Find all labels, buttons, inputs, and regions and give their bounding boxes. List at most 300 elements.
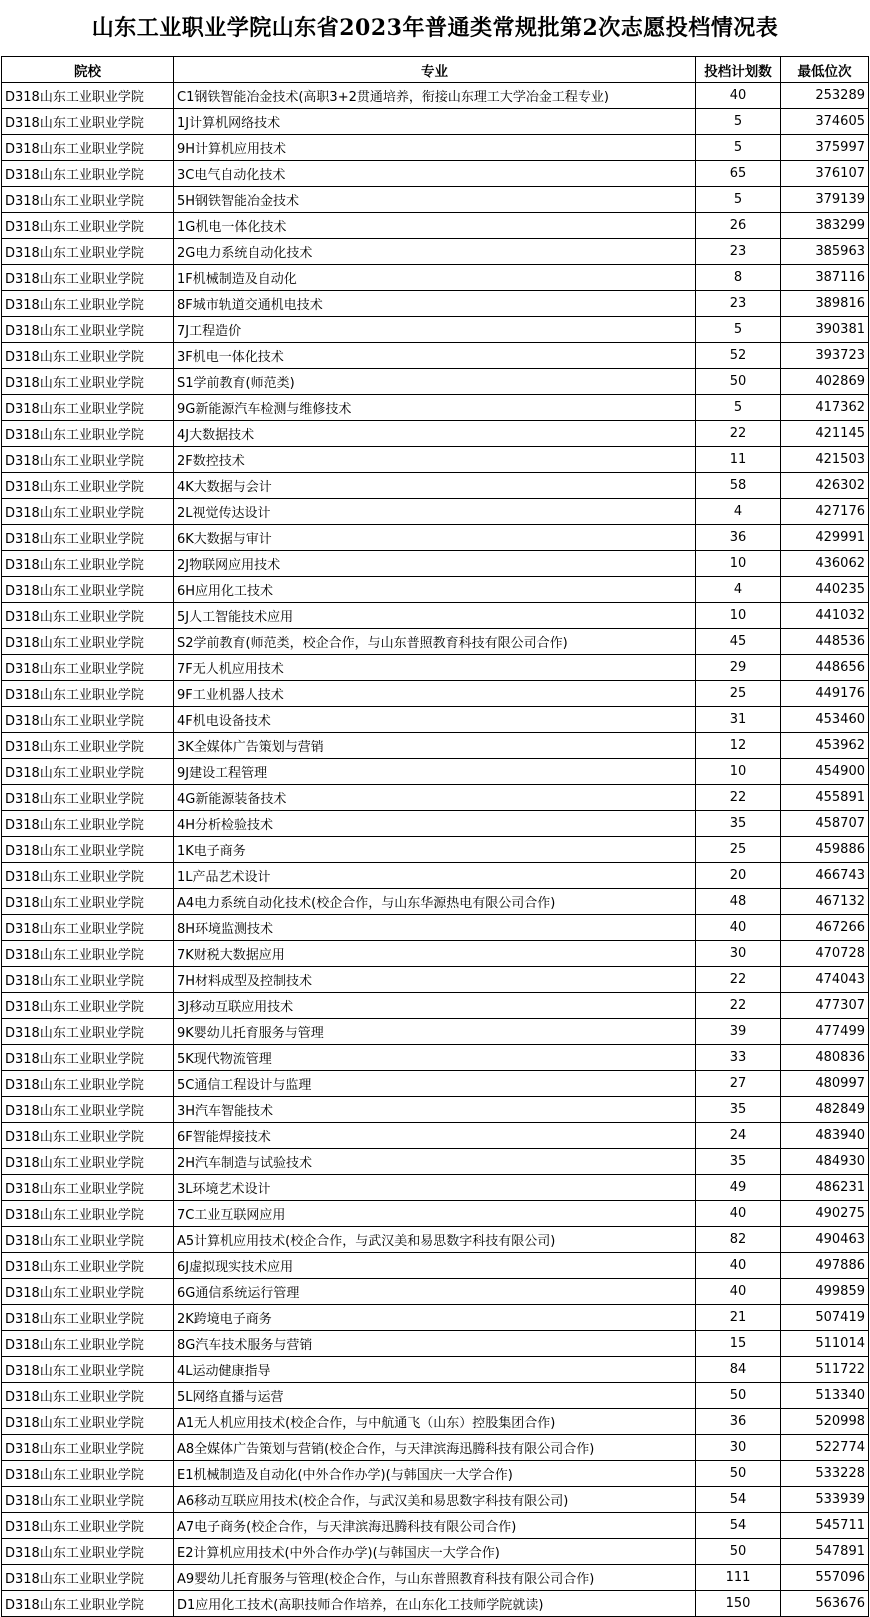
- cell-school: D318山东工业职业学院: [2, 317, 174, 343]
- cell-major: 6F智能焊接技术: [174, 1123, 696, 1149]
- cell-major: 2F数控技术: [174, 447, 696, 473]
- cell-rank: 455891: [781, 785, 869, 811]
- cell-rank: 402869: [781, 369, 869, 395]
- cell-rank: 453962: [781, 733, 869, 759]
- cell-plan: 29: [696, 655, 781, 681]
- cell-plan: 82: [696, 1227, 781, 1253]
- cell-plan: 4: [696, 499, 781, 525]
- cell-major: A4电力系统自动化技术(校企合作，与山东华源热电有限公司合作): [174, 889, 696, 915]
- cell-rank: 557096: [781, 1565, 869, 1591]
- table-row: [2, 889, 869, 915]
- table-row: [2, 499, 869, 525]
- cell-school: D318山东工业职业学院: [2, 447, 174, 473]
- table-row: [2, 1357, 869, 1383]
- cell-rank: 376107: [781, 161, 869, 187]
- cell-major: E2计算机应用技术(中外合作办学)(与韩国庆一大学合作): [174, 1539, 696, 1565]
- cell-school: D318山东工业职业学院: [2, 1305, 174, 1331]
- cell-plan: 40: [696, 83, 781, 109]
- cell-plan: 45: [696, 629, 781, 655]
- cell-rank: 483940: [781, 1123, 869, 1149]
- cell-school: D318山东工业职业学院: [2, 1565, 174, 1591]
- cell-plan: 33: [696, 1045, 781, 1071]
- cell-rank: 429991: [781, 525, 869, 551]
- cell-major: D1应用化工技术(高职技师合作培养，在山东化工技师学院就读): [174, 1591, 696, 1617]
- table-row: [2, 187, 869, 213]
- cell-school: D318山东工业职业学院: [2, 525, 174, 551]
- table-row: [2, 447, 869, 473]
- cell-plan: 40: [696, 1253, 781, 1279]
- cell-rank: 490463: [781, 1227, 869, 1253]
- table-row: [2, 1461, 869, 1487]
- table-row: [2, 1435, 869, 1461]
- table-row: [2, 161, 869, 187]
- cell-major: 3F机电一体化技术: [174, 343, 696, 369]
- table-row: [2, 265, 869, 291]
- cell-school: D318山东工业职业学院: [2, 1591, 174, 1617]
- table-row: [2, 109, 869, 135]
- cell-major: 4H分析检验技术: [174, 811, 696, 837]
- cell-plan: 5: [696, 187, 781, 213]
- cell-major: A6移动互联应用技术(校企合作，与武汉美和易思数字科技有限公司): [174, 1487, 696, 1513]
- cell-school: D318山东工业职业学院: [2, 629, 174, 655]
- cell-plan: 50: [696, 1383, 781, 1409]
- cell-major: C1钢铁智能冶金技术(高职3+2贯通培养，衔接山东理工大学冶金工程专业): [174, 83, 696, 109]
- cell-major: 1J计算机网络技术: [174, 109, 696, 135]
- cell-plan: 50: [696, 369, 781, 395]
- cell-major: A8全媒体广告策划与营销(校企合作，与天津滨海迅腾科技有限公司合作): [174, 1435, 696, 1461]
- table-row: [2, 863, 869, 889]
- cell-plan: 54: [696, 1487, 781, 1513]
- cell-major: 9H计算机应用技术: [174, 135, 696, 161]
- table-row: [2, 1591, 869, 1617]
- cell-rank: 477499: [781, 1019, 869, 1045]
- cell-school: D318山东工业职业学院: [2, 135, 174, 161]
- cell-plan: 5: [696, 317, 781, 343]
- table-row: [2, 525, 869, 551]
- cell-plan: 24: [696, 1123, 781, 1149]
- cell-rank: 507419: [781, 1305, 869, 1331]
- cell-major: 9G新能源汽车检测与维修技术: [174, 395, 696, 421]
- table-row: [2, 369, 869, 395]
- cell-school: D318山东工业职业学院: [2, 1175, 174, 1201]
- cell-rank: 486231: [781, 1175, 869, 1201]
- cell-major: 2H汽车制造与试验技术: [174, 1149, 696, 1175]
- cell-school: D318山东工业职业学院: [2, 161, 174, 187]
- cell-major: 1K电子商务: [174, 837, 696, 863]
- cell-school: D318山东工业职业学院: [2, 993, 174, 1019]
- table-row: [2, 785, 869, 811]
- table-row: [2, 317, 869, 343]
- cell-plan: 50: [696, 1539, 781, 1565]
- cell-rank: 453460: [781, 707, 869, 733]
- cell-major: 4J大数据技术: [174, 421, 696, 447]
- cell-plan: 8: [696, 265, 781, 291]
- cell-school: D318山东工业职业学院: [2, 1253, 174, 1279]
- table-row: [2, 395, 869, 421]
- cell-major: A5计算机应用技术(校企合作，与武汉美和易思数字科技有限公司): [174, 1227, 696, 1253]
- table-row: [2, 1175, 869, 1201]
- cell-school: D318山东工业职业学院: [2, 967, 174, 993]
- cell-major: 3C电气自动化技术: [174, 161, 696, 187]
- cell-rank: 480836: [781, 1045, 869, 1071]
- cell-major: 9F工业机器人技术: [174, 681, 696, 707]
- table-row: [2, 1097, 869, 1123]
- cell-plan: 10: [696, 603, 781, 629]
- cell-rank: 533228: [781, 1461, 869, 1487]
- table-row: [2, 473, 869, 499]
- cell-school: D318山东工业职业学院: [2, 1123, 174, 1149]
- cell-school: D318山东工业职业学院: [2, 421, 174, 447]
- table-row: [2, 1305, 869, 1331]
- cell-school: D318山东工业职业学院: [2, 837, 174, 863]
- table-row: [2, 1331, 869, 1357]
- cell-major: 4G新能源装备技术: [174, 785, 696, 811]
- cell-plan: 27: [696, 1071, 781, 1097]
- header-row: [2, 57, 869, 83]
- cell-rank: 387116: [781, 265, 869, 291]
- cell-major: 5H钢铁智能冶金技术: [174, 187, 696, 213]
- cell-school: D318山东工业职业学院: [2, 577, 174, 603]
- table-row: [2, 1071, 869, 1097]
- cell-rank: 484930: [781, 1149, 869, 1175]
- cell-plan: 5: [696, 395, 781, 421]
- cell-major: 2G电力系统自动化技术: [174, 239, 696, 265]
- table-row: [2, 837, 869, 863]
- cell-major: 1G机电一体化技术: [174, 213, 696, 239]
- cell-rank: 547891: [781, 1539, 869, 1565]
- header-major: 专业: [174, 57, 696, 83]
- cell-school: D318山东工业职业学院: [2, 1227, 174, 1253]
- cell-rank: 436062: [781, 551, 869, 577]
- cell-school: D318山东工业职业学院: [2, 1409, 174, 1435]
- cell-school: D318山东工业职业学院: [2, 889, 174, 915]
- cell-school: D318山东工业职业学院: [2, 681, 174, 707]
- cell-major: 6J虚拟现实技术应用: [174, 1253, 696, 1279]
- cell-rank: 374605: [781, 109, 869, 135]
- cell-school: D318山东工业职业学院: [2, 1331, 174, 1357]
- cell-major: S2学前教育(师范类，校企合作，与山东普照教育科技有限公司合作): [174, 629, 696, 655]
- cell-rank: 511722: [781, 1357, 869, 1383]
- table-row: [2, 655, 869, 681]
- cell-rank: 490275: [781, 1201, 869, 1227]
- cell-rank: 467132: [781, 889, 869, 915]
- cell-school: D318山东工业职业学院: [2, 1435, 174, 1461]
- cell-plan: 25: [696, 681, 781, 707]
- table-row: [2, 1565, 869, 1591]
- cell-major: 8G汽车技术服务与营销: [174, 1331, 696, 1357]
- table-row: [2, 1409, 869, 1435]
- cell-major: 3L环境艺术设计: [174, 1175, 696, 1201]
- table-row: [2, 629, 869, 655]
- cell-rank: 499859: [781, 1279, 869, 1305]
- cell-rank: 480997: [781, 1071, 869, 1097]
- cell-rank: 421145: [781, 421, 869, 447]
- cell-major: 5L网络直播与运营: [174, 1383, 696, 1409]
- table-row: [2, 967, 869, 993]
- table-row: [2, 1227, 869, 1253]
- table-row: [2, 551, 869, 577]
- cell-major: 2L视觉传达设计: [174, 499, 696, 525]
- cell-rank: 533939: [781, 1487, 869, 1513]
- cell-rank: 253289: [781, 83, 869, 109]
- cell-rank: 511014: [781, 1331, 869, 1357]
- cell-rank: 417362: [781, 395, 869, 421]
- table-row: [2, 343, 869, 369]
- cell-school: D318山东工业职业学院: [2, 187, 174, 213]
- cell-plan: 10: [696, 551, 781, 577]
- cell-plan: 54: [696, 1513, 781, 1539]
- cell-major: 9K婴幼儿托育服务与管理: [174, 1019, 696, 1045]
- cell-rank: 389816: [781, 291, 869, 317]
- cell-school: D318山东工业职业学院: [2, 1461, 174, 1487]
- cell-major: 4F机电设备技术: [174, 707, 696, 733]
- cell-school: D318山东工业职业学院: [2, 1357, 174, 1383]
- cell-plan: 26: [696, 213, 781, 239]
- table-row: [2, 1383, 869, 1409]
- cell-major: 7J工程造价: [174, 317, 696, 343]
- table-row: [2, 291, 869, 317]
- table-row: [2, 993, 869, 1019]
- table-row: [2, 1201, 869, 1227]
- cell-plan: 84: [696, 1357, 781, 1383]
- cell-plan: 35: [696, 1149, 781, 1175]
- cell-plan: 5: [696, 109, 781, 135]
- cell-school: D318山东工业职业学院: [2, 759, 174, 785]
- cell-plan: 25: [696, 837, 781, 863]
- cell-school: D318山东工业职业学院: [2, 1539, 174, 1565]
- cell-major: 8F城市轨道交通机电技术: [174, 291, 696, 317]
- cell-school: D318山东工业职业学院: [2, 395, 174, 421]
- cell-plan: 40: [696, 915, 781, 941]
- cell-school: D318山东工业职业学院: [2, 915, 174, 941]
- cell-rank: 458707: [781, 811, 869, 837]
- cell-plan: 23: [696, 239, 781, 265]
- cell-plan: 10: [696, 759, 781, 785]
- cell-school: D318山东工业职业学院: [2, 655, 174, 681]
- cell-school: D318山东工业职业学院: [2, 1487, 174, 1513]
- cell-rank: 467266: [781, 915, 869, 941]
- cell-school: D318山东工业职业学院: [2, 1019, 174, 1045]
- cell-school: D318山东工业职业学院: [2, 785, 174, 811]
- cell-rank: 440235: [781, 577, 869, 603]
- cell-major: A1无人机应用技术(校企合作，与中航通飞（山东）控股集团合作): [174, 1409, 696, 1435]
- cell-school: D318山东工业职业学院: [2, 291, 174, 317]
- cell-plan: 111: [696, 1565, 781, 1591]
- cell-school: D318山东工业职业学院: [2, 109, 174, 135]
- cell-plan: 23: [696, 291, 781, 317]
- table-row: [2, 1487, 869, 1513]
- table-row: [2, 213, 869, 239]
- table-row: [2, 707, 869, 733]
- cell-school: D318山东工业职业学院: [2, 1149, 174, 1175]
- cell-plan: 22: [696, 785, 781, 811]
- cell-school: D318山东工业职业学院: [2, 499, 174, 525]
- cell-major: 3K全媒体广告策划与营销: [174, 733, 696, 759]
- cell-plan: 52: [696, 343, 781, 369]
- cell-school: D318山东工业职业学院: [2, 733, 174, 759]
- cell-school: D318山东工业职业学院: [2, 369, 174, 395]
- cell-major: A9婴幼儿托育服务与管理(校企合作，与山东普照教育科技有限公司合作): [174, 1565, 696, 1591]
- cell-school: D318山东工业职业学院: [2, 603, 174, 629]
- cell-rank: 427176: [781, 499, 869, 525]
- cell-rank: 477307: [781, 993, 869, 1019]
- cell-rank: 522774: [781, 1435, 869, 1461]
- cell-plan: 36: [696, 1409, 781, 1435]
- cell-rank: 421503: [781, 447, 869, 473]
- table-row: [2, 83, 869, 109]
- cell-major: 3J移动互联应用技术: [174, 993, 696, 1019]
- cell-major: 3H汽车智能技术: [174, 1097, 696, 1123]
- cell-plan: 22: [696, 993, 781, 1019]
- table-row: [2, 1019, 869, 1045]
- cell-plan: 22: [696, 421, 781, 447]
- cell-major: 7C工业互联网应用: [174, 1201, 696, 1227]
- cell-plan: 39: [696, 1019, 781, 1045]
- cell-plan: 40: [696, 1279, 781, 1305]
- cell-plan: 50: [696, 1461, 781, 1487]
- table-row: [2, 759, 869, 785]
- cell-plan: 30: [696, 941, 781, 967]
- cell-plan: 48: [696, 889, 781, 915]
- cell-plan: 30: [696, 1435, 781, 1461]
- cell-plan: 4: [696, 577, 781, 603]
- cell-school: D318山东工业职业学院: [2, 551, 174, 577]
- table-row: [2, 135, 869, 161]
- cell-school: D318山东工业职业学院: [2, 941, 174, 967]
- cell-plan: 20: [696, 863, 781, 889]
- cell-major: 9J建设工程管理: [174, 759, 696, 785]
- table-row: [2, 1253, 869, 1279]
- cell-major: S1学前教育(师范类): [174, 369, 696, 395]
- table-row: [2, 1045, 869, 1071]
- cell-school: D318山东工业职业学院: [2, 83, 174, 109]
- cell-school: D318山东工业职业学院: [2, 343, 174, 369]
- cell-plan: 40: [696, 1201, 781, 1227]
- cell-plan: 11: [696, 447, 781, 473]
- cell-school: D318山东工业职业学院: [2, 473, 174, 499]
- cell-major: 7F无人机应用技术: [174, 655, 696, 681]
- cell-rank: 375997: [781, 135, 869, 161]
- cell-major: 6H应用化工技术: [174, 577, 696, 603]
- cell-school: D318山东工业职业学院: [2, 213, 174, 239]
- cell-rank: 459886: [781, 837, 869, 863]
- cell-school: D318山东工业职业学院: [2, 1279, 174, 1305]
- cell-rank: 474043: [781, 967, 869, 993]
- table-row: [2, 603, 869, 629]
- cell-rank: 383299: [781, 213, 869, 239]
- cell-plan: 35: [696, 811, 781, 837]
- cell-rank: 441032: [781, 603, 869, 629]
- cell-major: 2K跨境电子商务: [174, 1305, 696, 1331]
- cell-school: D318山东工业职业学院: [2, 811, 174, 837]
- cell-major: A7电子商务(校企合作，与天津滨海迅腾科技有限公司合作): [174, 1513, 696, 1539]
- cell-plan: 31: [696, 707, 781, 733]
- cell-major: 2J物联网应用技术: [174, 551, 696, 577]
- cell-school: D318山东工业职业学院: [2, 1383, 174, 1409]
- cell-major: 8H环境监测技术: [174, 915, 696, 941]
- cell-school: D318山东工业职业学院: [2, 239, 174, 265]
- cell-plan: 49: [696, 1175, 781, 1201]
- cell-rank: 466743: [781, 863, 869, 889]
- table-row: [2, 681, 869, 707]
- table-row: [2, 1539, 869, 1565]
- cell-plan: 15: [696, 1331, 781, 1357]
- cell-major: 5K现代物流管理: [174, 1045, 696, 1071]
- cell-major: 6K大数据与审计: [174, 525, 696, 551]
- cell-rank: 379139: [781, 187, 869, 213]
- table-row: [2, 1279, 869, 1305]
- table-row: [2, 1149, 869, 1175]
- cell-major: 1L产品艺术设计: [174, 863, 696, 889]
- cell-plan: 65: [696, 161, 781, 187]
- cell-rank: 454900: [781, 759, 869, 785]
- cell-school: D318山东工业职业学院: [2, 1513, 174, 1539]
- cell-plan: 5: [696, 135, 781, 161]
- table-row: [2, 1513, 869, 1539]
- cell-rank: 448536: [781, 629, 869, 655]
- table-row: [2, 733, 869, 759]
- cell-rank: 390381: [781, 317, 869, 343]
- cell-rank: 470728: [781, 941, 869, 967]
- admission-table: [1, 56, 869, 1617]
- cell-major: 5J人工智能技术应用: [174, 603, 696, 629]
- cell-rank: 545711: [781, 1513, 869, 1539]
- cell-major: 4L运动健康指导: [174, 1357, 696, 1383]
- cell-major: E1机械制造及自动化(中外合作办学)(与韩国庆一大学合作): [174, 1461, 696, 1487]
- table-row: [2, 915, 869, 941]
- cell-plan: 58: [696, 473, 781, 499]
- cell-school: D318山东工业职业学院: [2, 265, 174, 291]
- cell-school: D318山东工业职业学院: [2, 1201, 174, 1227]
- header-rank: 最低位次: [781, 57, 869, 83]
- cell-rank: 448656: [781, 655, 869, 681]
- cell-plan: 12: [696, 733, 781, 759]
- header-school: 院校: [2, 57, 174, 83]
- cell-plan: 36: [696, 525, 781, 551]
- cell-rank: 520998: [781, 1409, 869, 1435]
- cell-major: 4K大数据与会计: [174, 473, 696, 499]
- cell-major: 1F机械制造及自动化: [174, 265, 696, 291]
- cell-school: D318山东工业职业学院: [2, 1097, 174, 1123]
- table-row: [2, 239, 869, 265]
- cell-major: 7K财税大数据应用: [174, 941, 696, 967]
- cell-rank: 426302: [781, 473, 869, 499]
- table-row: [2, 421, 869, 447]
- cell-rank: 385963: [781, 239, 869, 265]
- cell-school: D318山东工业职业学院: [2, 863, 174, 889]
- table-row: [2, 1123, 869, 1149]
- cell-major: 5C通信工程设计与监理: [174, 1071, 696, 1097]
- table-row: [2, 811, 869, 837]
- cell-rank: 482849: [781, 1097, 869, 1123]
- cell-rank: 513340: [781, 1383, 869, 1409]
- cell-rank: 449176: [781, 681, 869, 707]
- table-row: [2, 577, 869, 603]
- cell-plan: 22: [696, 967, 781, 993]
- cell-plan: 150: [696, 1591, 781, 1617]
- cell-rank: 563676: [781, 1591, 869, 1617]
- page-title: 山东工业职业学院山东省2023年普通类常规批第2次志愿投档情况表: [91, 15, 779, 41]
- cell-school: D318山东工业职业学院: [2, 1071, 174, 1097]
- cell-rank: 393723: [781, 343, 869, 369]
- cell-rank: 497886: [781, 1253, 869, 1279]
- cell-plan: 35: [696, 1097, 781, 1123]
- table-row: [2, 941, 869, 967]
- cell-school: D318山东工业职业学院: [2, 707, 174, 733]
- cell-plan: 21: [696, 1305, 781, 1331]
- header-plan: 投档计划数: [696, 57, 781, 83]
- cell-school: D318山东工业职业学院: [2, 1045, 174, 1071]
